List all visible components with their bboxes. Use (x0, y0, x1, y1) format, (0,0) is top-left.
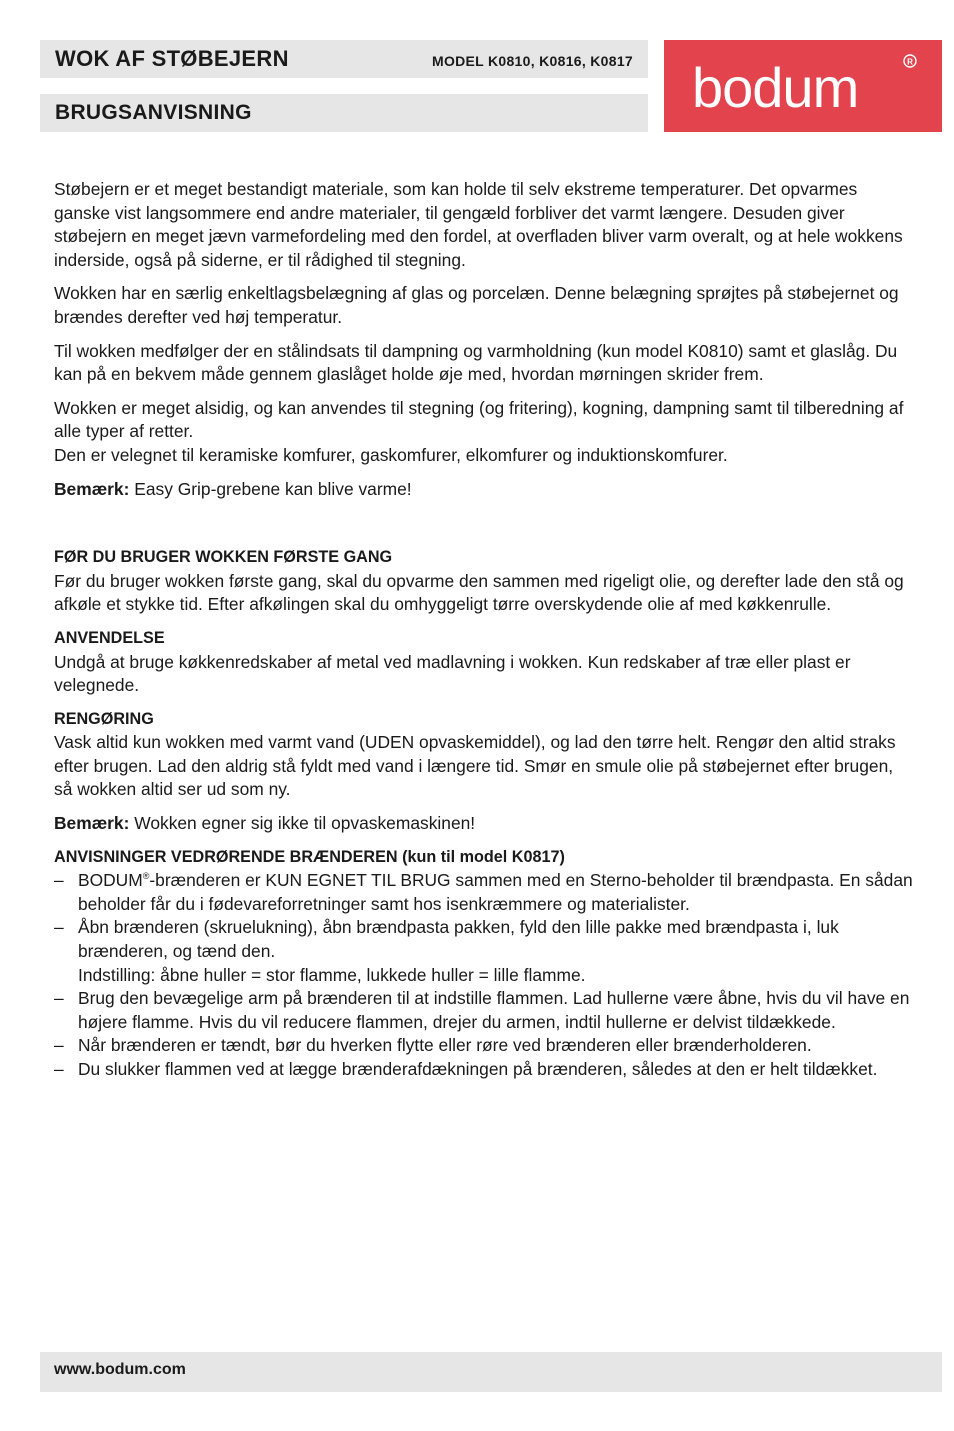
cleaning-text: Vask altid kun wokken med varmt vand (UDEN opvaskemiddel), og lad den tørre helt. Rengør den altid straks efter brugen. Lad den aldrig stå fyldt med vand i længere tid. Smør en smule olie på støbejernet efter brugen, så wokken altid ser ud som ny. (54, 732, 896, 800)
registered-mark: R (907, 57, 913, 67)
intro-note (54, 478, 914, 502)
list-dash: – (54, 988, 64, 1009)
list-item-setting: Indstilling: åbne huller = stor flamme, lukkede huller = lille flamme. (78, 964, 586, 985)
note-label: Bemærk: (54, 478, 130, 499)
usage-text: Undgå at bruge køkkenredskaber af metal ved madlavning i wokken. Kun redskaber af træ eller plast er velegnede. (54, 651, 851, 696)
note2-text: Wokken egner sig ikke til opvaskemaskinen! (129, 813, 476, 834)
list-item (54, 869, 914, 916)
list-item-text: Når brænderen er tændt, bør du hverken flytte eller røre ved brænderen eller brænderholderen. (78, 1035, 812, 1056)
model-numbers: MODEL K0810, K0816, K0817 (431, 53, 633, 69)
intro-paragraph-4a: Wokken er meget alsidig, og kan anvendes til stegning (og fritering), kogning, dampning samt til tilberedning af alle typer af retter. (54, 397, 904, 442)
registered-symbol: ® (142, 871, 150, 882)
subtitle-bar (40, 94, 648, 132)
logo-wordmark: bodum (692, 56, 859, 119)
note-text: Easy Grip-grebene kan blive varme! (129, 478, 412, 499)
bodum-logo-mark (664, 40, 942, 132)
cleaning-heading: RENGØRING (54, 709, 154, 728)
list-item-text: -brænderen er KUN EGNET TIL BRUG sammen med en Sterno-beholder til brændpasta. En sådan beholder får du i fødevareforretninger samt hos isenkræmmere og materialister. (78, 870, 913, 914)
footer-bar (40, 1352, 942, 1392)
cleaning-note (54, 812, 914, 836)
list-item (54, 916, 914, 987)
list-dash: – (54, 917, 64, 938)
list-item (54, 1034, 914, 1058)
intro-paragraph-3: Til wokken medfølger der en stålindsats til dampning og varmholdning (kun model K0810) samt et glaslåg. Du kan på en bekvem måde gennem glaslåget holde øje med, hvordan mørningen skrider frem. (54, 340, 898, 385)
note2-label: Bemærk: (54, 813, 130, 834)
list-dash: – (54, 1059, 64, 1079)
list-dash: – (54, 1035, 64, 1056)
first-use-heading: FØR DU BRUGER WOKKEN FØRSTE GANG (54, 548, 393, 567)
list-item (54, 987, 914, 1034)
bodum-logo (664, 40, 942, 132)
usage-heading: ANVENDELSE (54, 628, 165, 647)
list-item-text: Brug den bevægelige arm på brænderen til at indstille flammen. Lad hullerne være åbne, hvis du vil have en højere flamme. Hvis du vil reducere flammen, drejer du armen, indtil hullerne er delvist tildækkede. (78, 988, 910, 1032)
document-title: WOK AF STØBEJERN (55, 46, 289, 71)
list-dash: – (54, 870, 64, 891)
footer-url: www.bodum.com (54, 1361, 186, 1378)
list-item (54, 1058, 914, 1082)
list-item-text: Åbn brænderen (skruelukning), åbn brændpasta pakken, fyld den lille pakke med brændpasta i, luk brænderen, og tænd den. (78, 917, 839, 962)
list-item-text: Du slukker flammen ved at lægge brænderafdækningen på brænderen, således at den er helt tildækket. (78, 1059, 878, 1079)
manual-content (54, 178, 914, 1082)
intro-paragraph-4b: Den er velegnet til keramiske komfurer, gaskomfurer, elkomfurer og induktionskomfurer. (54, 444, 728, 465)
burner-instructions-list (54, 869, 914, 1081)
title-bar (40, 40, 648, 78)
first-use-text: Før du bruger wokken første gang, skal du opvarme den sammen med rigeligt olie, og derefter lade den stå og afkøle et stykke tid. Efter afkølingen skal du omhyggeligt tørre overskydende olie af med køkkenrulle. (54, 570, 904, 615)
burner-heading: ANVISNINGER VEDRØRENDE BRÆNDEREN (kun til model K0817) (54, 847, 565, 866)
brand-name: BODUM (78, 870, 143, 891)
document-subtitle: BRUGSANVISNING (55, 101, 252, 124)
intro-paragraph-2: Wokken har en særlig enkeltlagsbelægning af glas og porcelæn. Denne belægning sprøjtes på støbejernet og brændes derefter ved høj temperatur. (54, 283, 899, 327)
intro-paragraph-1: Støbejern er et meget bestandigt materiale, som kan holde til selv ekstreme temperaturer. Det opvarmes ganske vist langsommere end andre materialer, til gengæld forbliver det varmt længere. Desuden giver støbejern en meget jævn varmefordeling med den fordel, at overfladen bliver varm overalt, og at hele wokkens inderside, også på siderne, er til rådighed til stegning. (54, 179, 903, 270)
